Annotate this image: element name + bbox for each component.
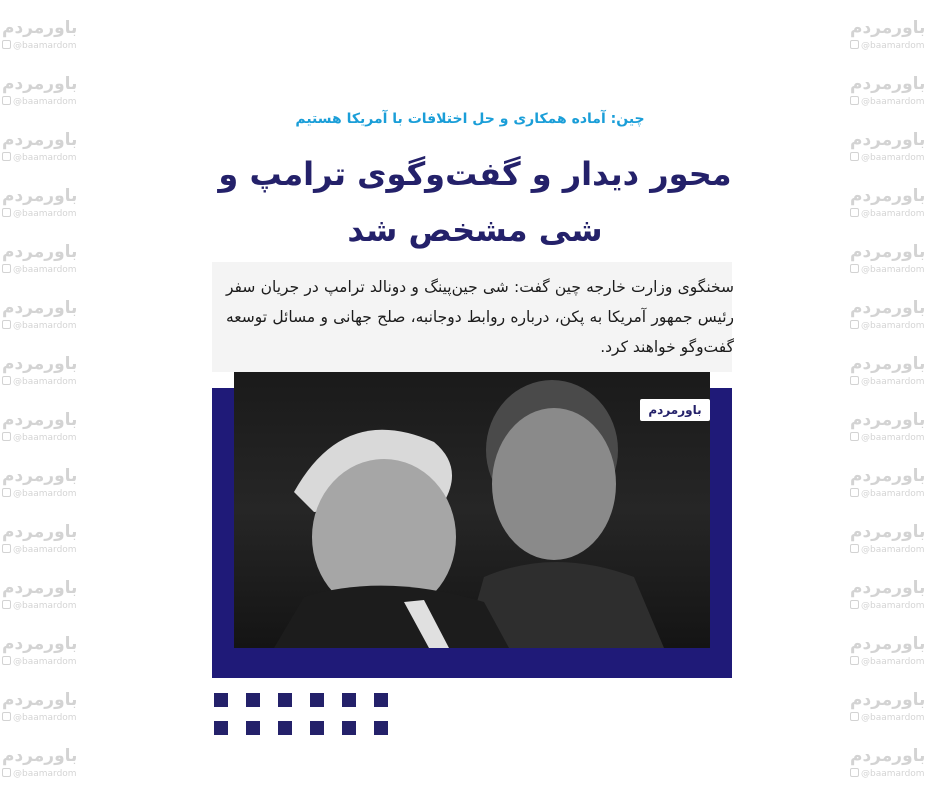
watermark-tile — [850, 690, 942, 730]
watermark-handle: @baamardom — [850, 264, 925, 275]
watermark-tile — [850, 242, 942, 282]
decorative-dot-grid — [214, 693, 394, 739]
article-photo — [234, 372, 710, 648]
watermark-tile — [850, 410, 942, 450]
instagram-icon — [850, 712, 859, 721]
decorative-dot — [278, 693, 292, 707]
instagram-icon — [2, 544, 11, 553]
decorative-dot — [214, 721, 228, 735]
decorative-dot — [310, 721, 324, 735]
watermark-handle: @baamardom — [850, 488, 925, 499]
watermark-tile — [850, 522, 942, 562]
watermark-tile — [2, 690, 94, 730]
watermark-logo: باورمردم — [2, 18, 78, 38]
watermark-handle: @baamardom — [850, 208, 925, 219]
decorative-dot — [278, 721, 292, 735]
instagram-icon — [2, 712, 11, 721]
watermark-logo: باورمردم — [850, 354, 926, 374]
back-figure-face — [492, 408, 616, 560]
watermark-handle: @baamardom — [2, 432, 77, 443]
watermark-handle: @baamardom — [850, 152, 925, 163]
watermark-logo: باورمردم — [2, 410, 78, 430]
instagram-icon — [850, 768, 859, 777]
watermark-logo: باورمردم — [850, 130, 926, 150]
watermark-logo: باورمردم — [850, 746, 926, 766]
watermark-handle: @baamardom — [850, 712, 925, 723]
watermark-logo: باورمردم — [2, 522, 78, 542]
watermark-logo: باورمردم — [2, 466, 78, 486]
instagram-icon — [2, 432, 11, 441]
watermark-tile — [850, 466, 942, 506]
decorative-dot — [310, 693, 324, 707]
front-figure-suit — [274, 586, 509, 648]
watermark-handle: @baamardom — [850, 40, 925, 51]
watermark-logo: باورمردم — [850, 74, 926, 94]
instagram-icon — [2, 376, 11, 385]
instagram-icon — [850, 152, 859, 161]
decorative-dot — [214, 693, 228, 707]
watermark-handle: @baamardom — [2, 208, 77, 219]
watermark-handle: @baamardom — [2, 96, 77, 107]
watermark-logo: باورمردم — [850, 242, 926, 262]
instagram-icon — [850, 40, 859, 49]
instagram-icon — [850, 320, 859, 329]
watermark-tile — [2, 354, 94, 394]
watermark-tile — [850, 18, 942, 58]
decorative-dot — [342, 693, 356, 707]
watermark-handle: @baamardom — [850, 544, 925, 555]
instagram-icon — [2, 320, 11, 329]
instagram-icon — [850, 488, 859, 497]
watermark-logo: باورمردم — [850, 410, 926, 430]
watermark-logo: باورمردم — [850, 690, 926, 710]
watermark-logo: باورمردم — [850, 522, 926, 542]
watermark-tile — [2, 186, 94, 226]
watermark-logo: باورمردم — [2, 130, 78, 150]
watermark-tile — [2, 578, 94, 618]
watermark-tile — [2, 298, 94, 338]
watermark-tile — [850, 74, 942, 114]
decorative-dot — [374, 721, 388, 735]
watermark-logo: باورمردم — [850, 18, 926, 38]
watermark-tile — [2, 242, 94, 282]
watermark-logo: باورمردم — [2, 354, 78, 374]
watermark-logo: باورمردم — [850, 466, 926, 486]
watermark-handle: @baamardom — [850, 376, 925, 387]
article-title: محور دیدار و گفت‌وگوی ترامپ و شی مشخص شد — [218, 155, 732, 249]
watermark-handle: @baamardom — [850, 656, 925, 667]
instagram-icon — [850, 656, 859, 665]
watermark-logo: باورمردم — [2, 242, 78, 262]
watermark-tile — [850, 746, 942, 786]
decorative-dot — [246, 693, 260, 707]
watermark-handle: @baamardom — [2, 544, 77, 555]
article-subtitle: چین: آماده همکاری و حل اختلافات با آمریکا هستیم — [295, 111, 645, 127]
watermark-logo: باورمردم — [850, 186, 926, 206]
watermark-logo: باورمردم — [850, 634, 926, 654]
decorative-dot — [246, 721, 260, 735]
watermark-tile — [850, 298, 942, 338]
decorative-dot — [374, 693, 388, 707]
watermark-tile — [2, 634, 94, 674]
watermark-logo: باورمردم — [2, 746, 78, 766]
watermark-handle: @baamardom — [2, 656, 77, 667]
watermark-column-right — [848, 0, 943, 779]
photo-logo: باورمردم — [640, 399, 710, 421]
instagram-icon — [850, 208, 859, 217]
instagram-icon — [850, 376, 859, 385]
instagram-icon — [850, 432, 859, 441]
watermark-logo: باورمردم — [2, 186, 78, 206]
watermark-handle: @baamardom — [2, 768, 77, 779]
instagram-icon — [850, 600, 859, 609]
instagram-icon — [850, 264, 859, 273]
watermark-handle: @baamardom — [2, 264, 77, 275]
instagram-icon — [2, 264, 11, 273]
watermark-handle: @baamardom — [850, 96, 925, 107]
watermark-handle: @baamardom — [2, 600, 77, 611]
watermark-logo: باورمردم — [2, 634, 78, 654]
watermark-tile — [850, 578, 942, 618]
instagram-icon — [2, 600, 11, 609]
watermark-tile — [850, 130, 942, 170]
watermark-logo: باورمردم — [2, 298, 78, 318]
watermark-handle: @baamardom — [850, 600, 925, 611]
watermark-handle: @baamardom — [850, 768, 925, 779]
watermark-handle: @baamardom — [2, 152, 77, 163]
watermark-tile — [2, 466, 94, 506]
watermark-handle: @baamardom — [2, 488, 77, 499]
watermark-tile — [850, 186, 942, 226]
watermark-logo: باورمردم — [850, 578, 926, 598]
instagram-icon — [2, 768, 11, 777]
instagram-icon — [2, 656, 11, 665]
photo-illustration — [234, 372, 710, 648]
watermark-handle: @baamardom — [2, 320, 77, 331]
watermark-tile — [2, 74, 94, 114]
watermark-logo: باورمردم — [850, 298, 926, 318]
watermark-logo: باورمردم — [2, 690, 78, 710]
instagram-icon — [2, 488, 11, 497]
decorative-dot — [342, 721, 356, 735]
watermark-tile — [850, 354, 942, 394]
watermark-logo: باورمردم — [2, 74, 78, 94]
watermark-tile — [2, 410, 94, 450]
article-lead: سخنگوی وزارت خارجه چین گفت: شی جین‌پینگ و دونالد ترامپ در جریان سفر رئیس جمهور آمریکا به پکن، درباره روابط دوجانبه، صلح جهانی و مسائل توسعه گفت‌وگو خواهند کرد. — [226, 278, 734, 356]
instagram-icon — [2, 40, 11, 49]
watermark-handle: @baamardom — [850, 432, 925, 443]
instagram-icon — [2, 152, 11, 161]
watermark-tile — [2, 522, 94, 562]
instagram-icon — [850, 96, 859, 105]
watermark-tile — [2, 746, 94, 786]
watermark-column-left — [0, 0, 95, 779]
instagram-icon — [2, 96, 11, 105]
watermark-handle: @baamardom — [2, 712, 77, 723]
instagram-icon — [850, 544, 859, 553]
instagram-icon — [2, 208, 11, 217]
watermark-logo: باورمردم — [2, 578, 78, 598]
watermark-tile — [2, 18, 94, 58]
watermark-handle: @baamardom — [2, 376, 77, 387]
watermark-handle: @baamardom — [850, 320, 925, 331]
watermark-tile — [850, 634, 942, 674]
watermark-handle: @baamardom — [2, 40, 77, 51]
watermark-tile — [2, 130, 94, 170]
